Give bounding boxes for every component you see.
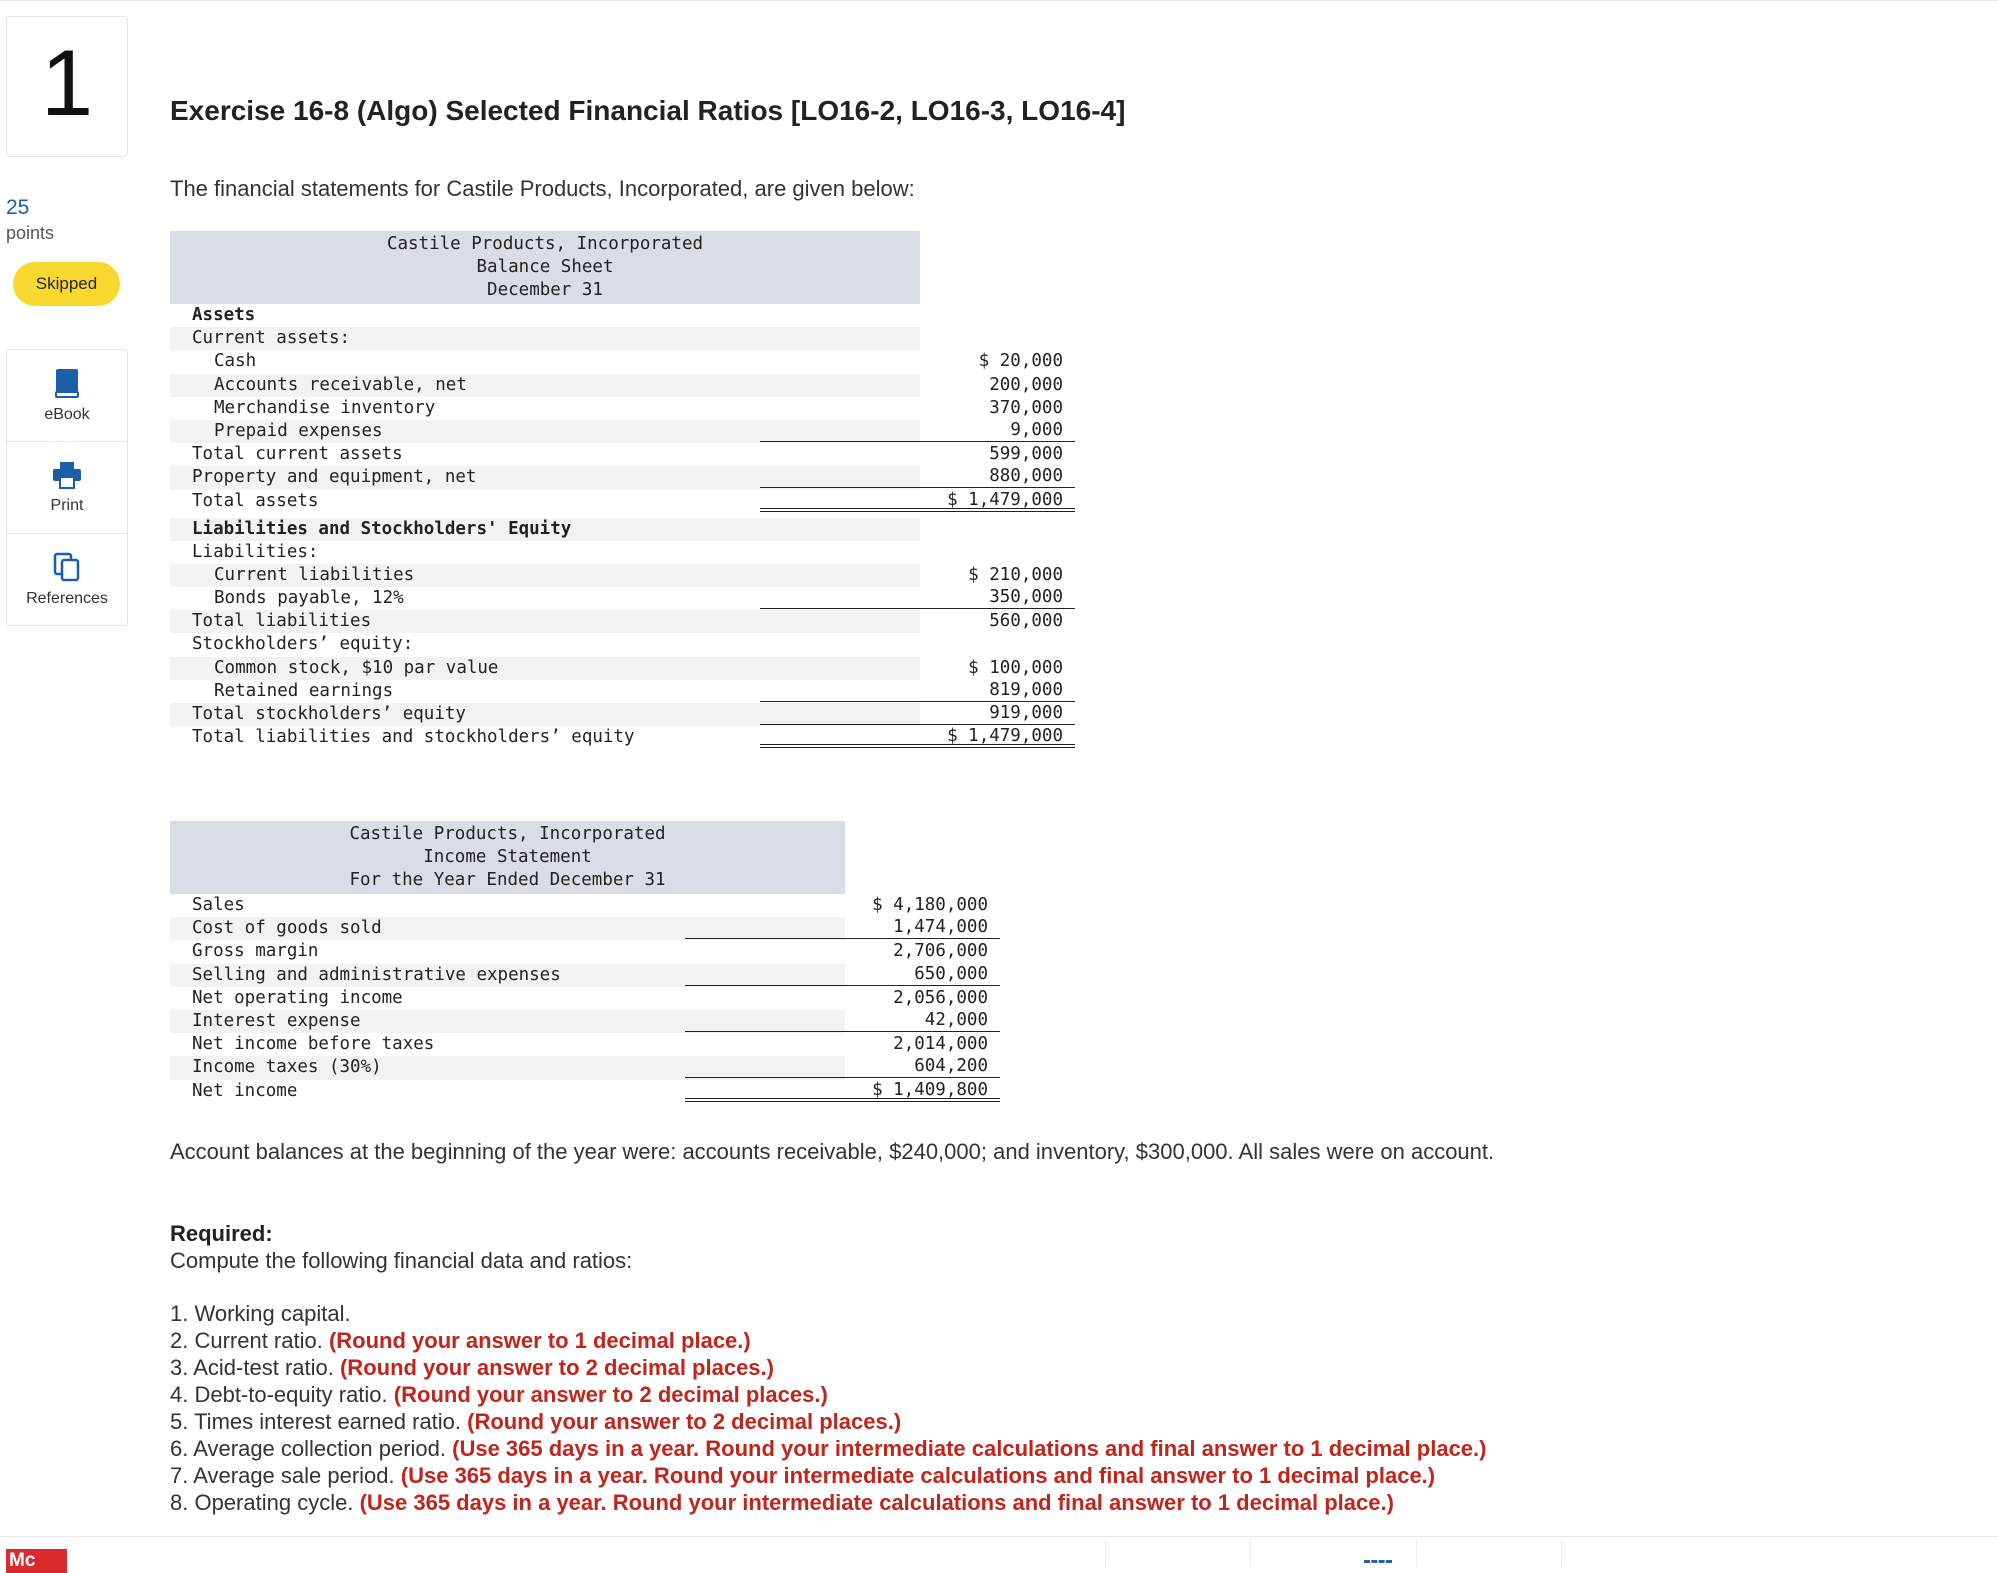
- statement-row: [170, 397, 1063, 420]
- row-amount: 9,000: [760, 420, 1075, 442]
- points-value: 25: [6, 196, 30, 219]
- row-label: Total current assets: [192, 444, 403, 465]
- row-label: Current assets:: [192, 328, 351, 349]
- statement-row: [170, 327, 920, 350]
- statement-row: [170, 610, 1063, 633]
- row-label: Property and equipment, net: [192, 467, 477, 488]
- question-number: 1: [40, 29, 94, 135]
- row-label: Total liabilities and stockholders’ equity: [192, 727, 635, 748]
- row-label: Total assets: [192, 490, 319, 511]
- bottom-divider: [0, 1536, 1998, 1537]
- footer-divider: [1250, 1540, 1251, 1567]
- row-label: Stockholders’ equity:: [192, 634, 414, 655]
- row-label: Current liabilities: [214, 564, 415, 585]
- balance-sheet-date: December 31: [487, 280, 603, 300]
- statement-row: [170, 894, 988, 917]
- rounding-hint: (Round your answer to 2 decimal places.): [467, 1409, 902, 1434]
- row-label: Cash: [214, 351, 257, 372]
- row-label: Gross margin: [192, 941, 319, 962]
- income-statement-title: Income Statement: [423, 847, 592, 867]
- row-amount: 2,014,000: [893, 1034, 988, 1055]
- row-label: Retained earnings: [214, 680, 394, 701]
- rounding-hint: (Use 365 days in a year. Round your intermediate calculations and final answer to 1 decimal place.): [400, 1463, 1436, 1488]
- points-label: points: [6, 223, 55, 243]
- income-statement-header: [170, 821, 845, 894]
- balance-sheet-header: [170, 231, 920, 304]
- printer-icon: [52, 461, 82, 489]
- ebook-button[interactable]: [7, 350, 127, 442]
- row-label: Sales: [192, 895, 245, 915]
- statement-row: [170, 1033, 988, 1056]
- income-statement-company: Castile Products, Incorporated: [349, 824, 666, 844]
- row-amount: $ 1,479,000: [760, 726, 1075, 748]
- statement-row: [170, 587, 1063, 610]
- row-label: Net operating income: [192, 987, 403, 1008]
- row-amount: 1,474,000: [685, 917, 1000, 939]
- requirement-item: 3. Acid-test ratio. (Round your answer to 2 decimal places.): [170, 1355, 774, 1380]
- print-label: Print: [50, 496, 84, 514]
- status-badge: Skipped: [13, 262, 120, 306]
- requirement-item: 5. Times interest earned ratio. (Round your answer to 2 decimal places.): [170, 1409, 902, 1434]
- intro-text: The financial statements for Castile Products, Incorporated, are given below:: [170, 176, 915, 201]
- statement-row: [170, 350, 1063, 373]
- row-amount: $ 4,180,000: [872, 895, 988, 915]
- row-amount: $ 1,479,000: [760, 490, 1075, 512]
- row-amount: 370,000: [989, 397, 1063, 418]
- balance-sheet: [170, 231, 1063, 754]
- row-amount: 819,000: [760, 680, 1075, 702]
- required-text: Compute the following financial data and ratios:: [170, 1248, 633, 1273]
- rounding-hint: (Round your answer to 1 decimal place.): [328, 1328, 751, 1353]
- row-amount: $ 210,000: [968, 564, 1063, 585]
- print-button[interactable]: [7, 442, 127, 534]
- row-label: Total stockholders’ equity: [192, 704, 466, 724]
- balance-sheet-company: Castile Products, Incorporated: [386, 234, 704, 254]
- copy-icon: [53, 552, 81, 582]
- statement-row: [170, 564, 1063, 587]
- statement-row: [170, 466, 1063, 489]
- required-heading: Required:: [170, 1221, 273, 1246]
- row-label: Income taxes (30%): [192, 1057, 382, 1078]
- row-label: Common stock, $10 par value: [214, 657, 499, 678]
- row-label: Selling and administrative expenses: [192, 964, 561, 985]
- statement-row: [170, 679, 1063, 703]
- statement-row: [170, 304, 920, 327]
- statement-row: [170, 633, 920, 656]
- statement-row: [170, 1009, 988, 1033]
- income-statement: [170, 821, 988, 1108]
- row-amount: 560,000: [989, 611, 1063, 632]
- requirement-item: 2. Current ratio. (Round your answer to 1 decimal place.): [170, 1328, 751, 1353]
- tool-panel: [6, 349, 128, 626]
- requirement-item: 6. Average collection period. (Use 365 days in a year. Round your intermediate calculations and final answer to 1 decimal place.): [170, 1436, 1487, 1461]
- statement-row: [170, 703, 1063, 726]
- footer-divider: [1561, 1540, 1562, 1567]
- ebook-label: eBook: [44, 405, 90, 423]
- row-label: Interest expense: [192, 1010, 361, 1031]
- row-amount: 42,000: [685, 1010, 1000, 1032]
- statement-row: [170, 940, 988, 963]
- row-amount: 2,056,000: [893, 987, 988, 1008]
- statement-row: [170, 726, 1063, 754]
- account-balances-note: Account balances at the beginning of the year were: accounts receivable, $240,000; and inventory, $300,000. All sales were on account.: [170, 1139, 1495, 1164]
- mcgraw-hill-logo: Mc: [6, 1549, 67, 1573]
- statement-row: [170, 489, 1063, 518]
- rounding-hint: (Round your answer to 2 decimal places.): [339, 1355, 774, 1380]
- row-label: Net income before taxes: [192, 1034, 435, 1055]
- row-label: Merchandise inventory: [214, 397, 436, 418]
- row-amount: $ 1,409,800: [685, 1080, 1000, 1102]
- requirement-item: 7. Average sale period. (Use 365 days in a year. Round your intermediate calculations and final answer to 1 decimal place.): [170, 1463, 1436, 1488]
- footer-divider: [1105, 1540, 1106, 1567]
- references-button[interactable]: [7, 534, 127, 625]
- footer-divider: [1416, 1540, 1417, 1567]
- row-label: Cost of goods sold: [192, 918, 382, 939]
- statement-row: [170, 917, 988, 940]
- row-label: Total liabilities: [192, 611, 372, 632]
- row-amount: 919,000: [760, 703, 1075, 725]
- row-amount: 650,000: [685, 964, 1000, 986]
- row-amount: $ 100,000: [968, 657, 1063, 678]
- row-label: Prepaid expenses: [214, 420, 383, 441]
- statement-row: [170, 419, 1063, 443]
- row-amount: 599,000: [989, 444, 1063, 465]
- requirements-list: [170, 1300, 1486, 1516]
- rounding-hint: (Round your answer to 2 decimal places.): [393, 1382, 828, 1407]
- statement-row: [170, 1056, 988, 1079]
- row-amount: 604,200: [685, 1056, 1000, 1078]
- statement-row: [170, 963, 988, 987]
- row-amount: 2,706,000: [893, 941, 988, 962]
- references-label: References: [26, 589, 108, 607]
- income-statement-rows: [170, 894, 988, 1108]
- rounding-hint: (Use 365 days in a year. Round your intermediate calculations and final answer to 1 decimal place.): [359, 1490, 1394, 1515]
- row-label: Accounts receivable, net: [214, 374, 467, 395]
- footer-indicator: [1364, 1560, 1392, 1566]
- question-number-box: [6, 16, 128, 157]
- requirement-item: 8. Operating cycle. (Use 365 days in a year. Round your intermediate calculations and final answer to 1 decimal place.): [170, 1490, 1394, 1515]
- row-label: Bonds payable, 12%: [214, 588, 404, 609]
- rounding-hint: (Use 365 days in a year. Round your intermediate calculations and final answer to 1 decimal place.): [452, 1436, 1487, 1461]
- book-icon: [54, 368, 80, 398]
- exercise-title: Exercise 16-8 (Algo) Selected Financial Ratios [LO16-2, LO16-3, LO16-4]: [170, 95, 1126, 126]
- statement-row: [170, 443, 1063, 466]
- top-divider: [0, 0, 1998, 1]
- row-label: Liabilities:: [192, 541, 319, 562]
- row-label: Liabilities and Stockholders' Equity: [192, 518, 572, 539]
- balance-sheet-title: Balance Sheet: [476, 257, 614, 277]
- statement-row: [170, 374, 1063, 397]
- income-statement-period: For the Year Ended December 31: [349, 870, 666, 890]
- statement-row: [170, 518, 920, 541]
- row-amount: 350,000: [760, 587, 1075, 609]
- statement-row: [170, 1079, 988, 1108]
- statement-row: [170, 657, 1063, 680]
- requirement-item: 4. Debt-to-equity ratio. (Round your answer to 2 decimal places.): [170, 1382, 828, 1407]
- requirement-item: 1. Working capital.: [170, 1301, 351, 1326]
- balance-sheet-rows: [170, 304, 1063, 754]
- row-amount: 880,000: [760, 466, 1075, 488]
- statement-row: [170, 541, 920, 564]
- row-label: Net income: [192, 1080, 298, 1101]
- statement-row: [170, 987, 988, 1010]
- row-amount: $ 20,000: [978, 351, 1063, 372]
- row-amount: 200,000: [989, 374, 1063, 395]
- row-label: Assets: [192, 305, 256, 325]
